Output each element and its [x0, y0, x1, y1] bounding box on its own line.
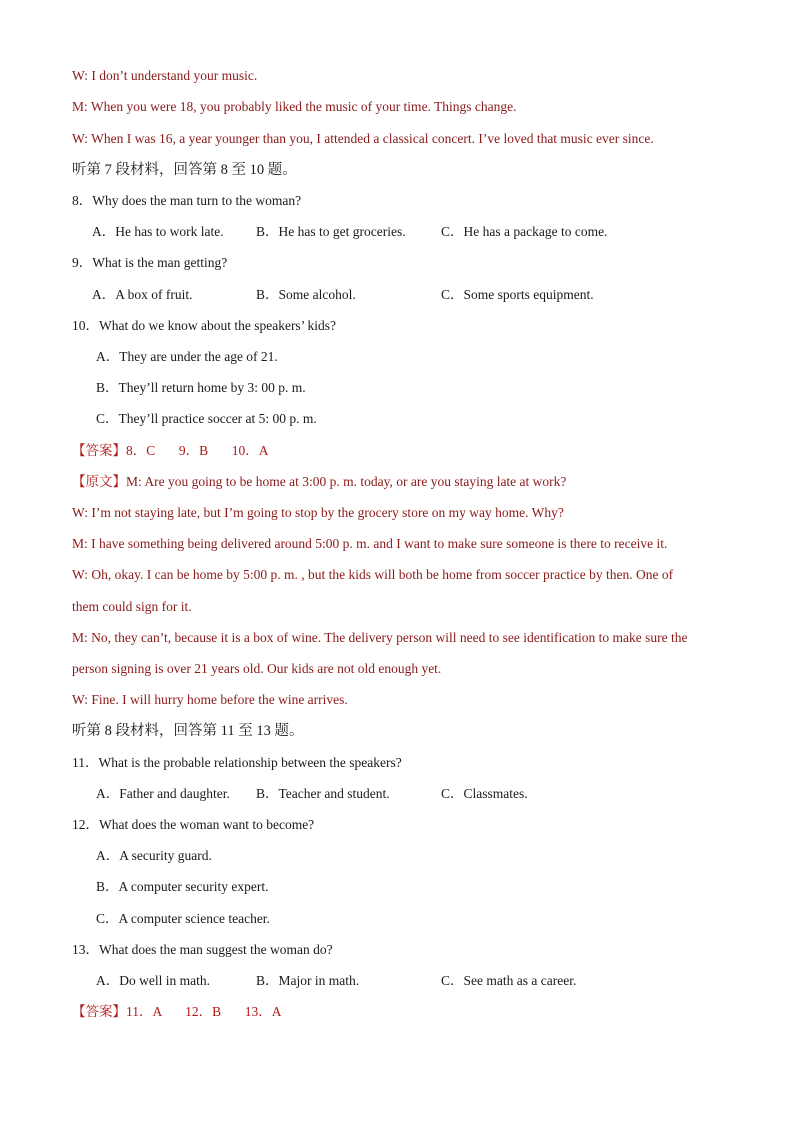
answer-line [72, 1003, 282, 1021]
section-heading: 听第 7 段材料，回答第 8 至 10 题。 [72, 162, 297, 178]
transcript-line: person signing is over 21 years old. Our kids are not old enough yet. [72, 661, 442, 676]
q12-option-c: C．A computer science teacher. [96, 911, 270, 926]
transcript-line: W: Oh, okay. I can be home by 5:00 p. m. , but the kids will both be home from soccer practice by then. One of [72, 567, 674, 582]
transcript-line: them could sign for it. [72, 599, 192, 614]
answer-line [72, 442, 269, 460]
transcript-line: M: No, they can’t, because it is a box of wine. The delivery person will need to see identification to make sure the [72, 630, 688, 645]
q11-option-c: C．Classmates. [441, 786, 528, 801]
dialogue-line: W: I don’t understand your music. [72, 68, 258, 83]
answer-tag: 【答案】 [72, 1004, 126, 1019]
q10-option-a: A．They are under the age of 21. [96, 349, 278, 364]
transcript-tag: 【原文】 [72, 474, 126, 489]
dialogue-line: M: When you were 18, you probably liked the music of your time. Things change. [72, 99, 517, 114]
q8-option-c: C．He has a package to come. [441, 224, 608, 239]
transcript-line: W: I’m not staying late, but I’m going to stop by the grocery store on my way home. Why? [72, 505, 564, 520]
q9-option-a: A．A box of fruit. [92, 287, 193, 302]
q13-option-b: B．Major in math. [256, 973, 360, 988]
q11-option-a: A．Father and daughter. [96, 786, 230, 801]
q9-option-c: C．Some sports equipment. [441, 287, 594, 302]
q12-option-a: A．A security guard. [96, 848, 212, 863]
question-10: 10．What do we know about the speakers’ kids? [72, 318, 337, 333]
question-11: 11．What is the probable relationship between the speakers? [72, 755, 402, 770]
transcript-line: W: Fine. I will hurry home before the wine arrives. [72, 692, 348, 707]
q10-option-b: B．They’ll return home by 3: 00 p. m. [96, 380, 306, 395]
q13-option-a: A．Do well in math. [96, 973, 210, 988]
q11-option-b: B．Teacher and student. [256, 786, 390, 801]
question-9: 9．What is the man getting? [72, 255, 228, 270]
transcript-line: M: I have something being delivered around 5:00 p. m. and I want to make sure someone is there to receive it. [72, 536, 668, 551]
dialogue-line: W: When I was 16, a year younger than you, I attended a classical concert. I’ve loved that music ever since. [72, 131, 654, 146]
q8-option-b: B．He has to get groceries. [256, 224, 406, 239]
answer-values: 11．A 12．B 13．A [126, 1004, 282, 1019]
transcript-text: M: Are you going to be home at 3:00 p. m. today, or are you staying late at work? [126, 474, 567, 489]
question-12: 12．What does the woman want to become? [72, 817, 315, 832]
q10-option-c: C．They’ll practice soccer at 5: 00 p. m. [96, 411, 317, 426]
transcript-line [72, 473, 566, 491]
q8-option-a: A．He has to work late. [92, 224, 224, 239]
q13-option-c: C．See math as a career. [441, 973, 577, 988]
q9-option-b: B．Some alcohol. [256, 287, 356, 302]
question-13: 13．What does the man suggest the woman do? [72, 942, 333, 957]
question-8: 8．Why does the man turn to the woman? [72, 193, 302, 208]
q12-option-b: B．A computer security expert. [96, 879, 269, 894]
answer-values: 8．C 9．B 10．A [126, 443, 269, 458]
section-heading: 听第 8 段材料，回答第 11 至 13 题。 [72, 723, 304, 739]
answer-tag: 【答案】 [72, 443, 126, 458]
